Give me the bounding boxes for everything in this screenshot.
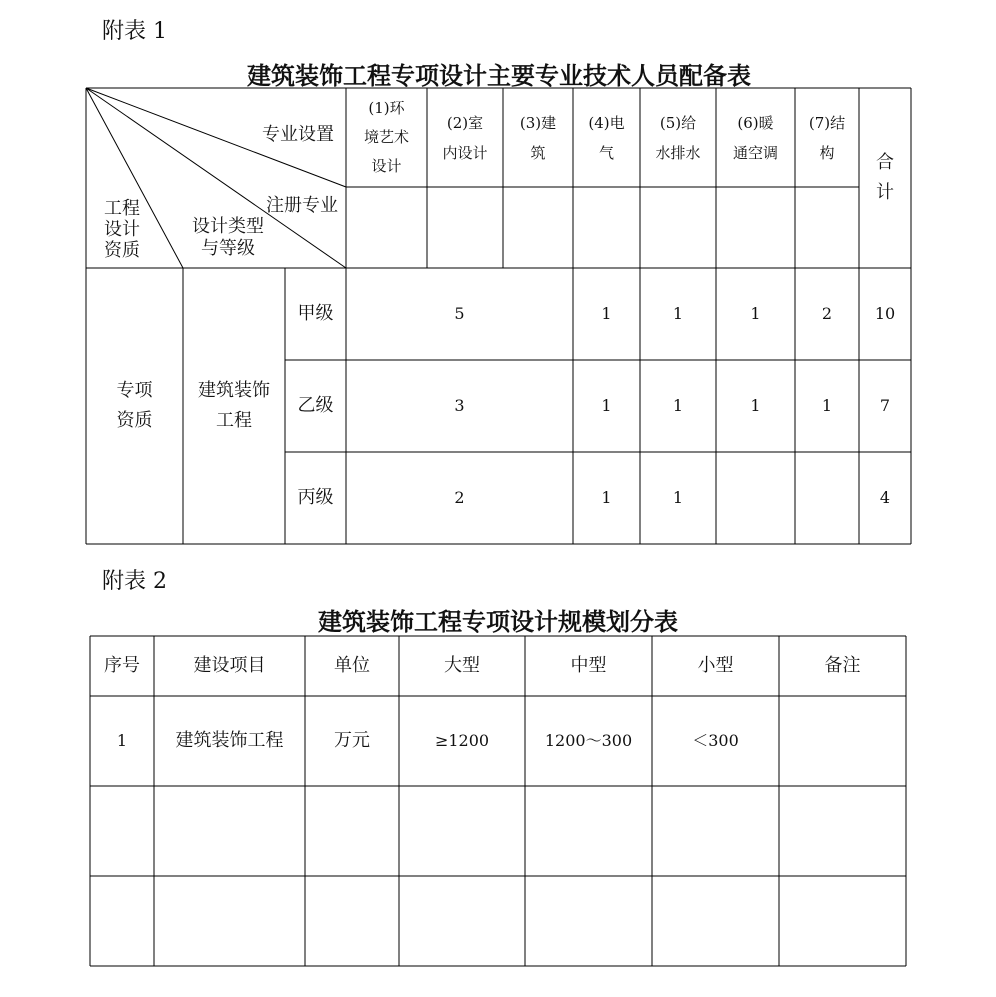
table-cell: 5 (454, 304, 465, 323)
table2-header-unit: 单位 (334, 655, 370, 676)
table-cell: 1 (672, 304, 684, 323)
header-nuantong-kongtiao: (6)暖 通空调 (732, 113, 778, 162)
table-cell: 1 (601, 396, 612, 415)
qualification-label: 专项 资质 (116, 380, 153, 431)
table2-cell: ＜300 (692, 731, 739, 750)
table2-cell: 万元 (334, 730, 370, 751)
table1-title: 建筑装饰工程专项设计主要专业技术人员配备表 (247, 61, 751, 90)
table-cell: 3 (454, 396, 465, 415)
header-huanjing-yishu: (1)环 境艺术 设计 (363, 99, 409, 175)
table2-header-remark: 备注 (824, 655, 861, 676)
header-geishui-paishui: (5)给 水排水 (655, 113, 701, 162)
row-total: 4 (879, 488, 891, 507)
table2-caption: 附表 2 (102, 569, 167, 594)
table-cell: 1 (750, 396, 761, 415)
diag-label-sheji-leixing: 设计类型 与等级 (192, 216, 264, 259)
table2-cell: ≥1200 (434, 731, 490, 750)
diag-label-zhuce-zhuanye: 注册专业 (266, 195, 338, 216)
table-cell: 2 (454, 488, 465, 507)
diag-label-gongcheng-zizhi: 工程 设计 资质 (104, 198, 140, 261)
header-jiegou: (7)结 构 (808, 113, 846, 162)
grade-label: 丙级 (297, 487, 334, 508)
header-shinei-sheji: (2)室 内设计 (442, 113, 488, 162)
row-total: 7 (879, 396, 891, 415)
header-jianzhu: (3)建 筑 (519, 113, 557, 162)
table2-header-large: 大型 (444, 655, 480, 676)
grade-label: 甲级 (297, 303, 334, 324)
table1-caption: 附表 1 (102, 19, 167, 44)
table2-header-medium: 中型 (570, 655, 607, 676)
table2-cell: 1 (116, 731, 128, 750)
table-cell: 1 (750, 304, 761, 323)
row-total: 10 (874, 304, 896, 323)
table-cell: 1 (601, 488, 612, 507)
table2-title: 建筑装饰工程专项设计规模划分表 (318, 607, 678, 636)
table-cell: 1 (672, 396, 684, 415)
header-dianqi: (4)电 气 (588, 113, 625, 162)
table-cell: 1 (821, 396, 833, 415)
table2-cell: 1200～300 (544, 731, 633, 750)
table2-cell: 建筑装饰工程 (175, 730, 284, 751)
table-cell: 2 (821, 304, 833, 323)
table2-cell (779, 696, 906, 786)
table-cell: 1 (601, 304, 612, 323)
design-type-label: 建筑装饰 工程 (198, 380, 270, 431)
table2-header-small: 小型 (697, 655, 734, 676)
grade-label: 乙级 (297, 395, 334, 416)
table-cell: 1 (672, 488, 684, 507)
header-total: 合 计 (876, 152, 894, 203)
table2-header-index: 序号 (104, 655, 140, 676)
table2-header-project: 建设项目 (193, 655, 266, 676)
diag-label-zhuanye-shezhi: 专业设置 (262, 124, 334, 145)
